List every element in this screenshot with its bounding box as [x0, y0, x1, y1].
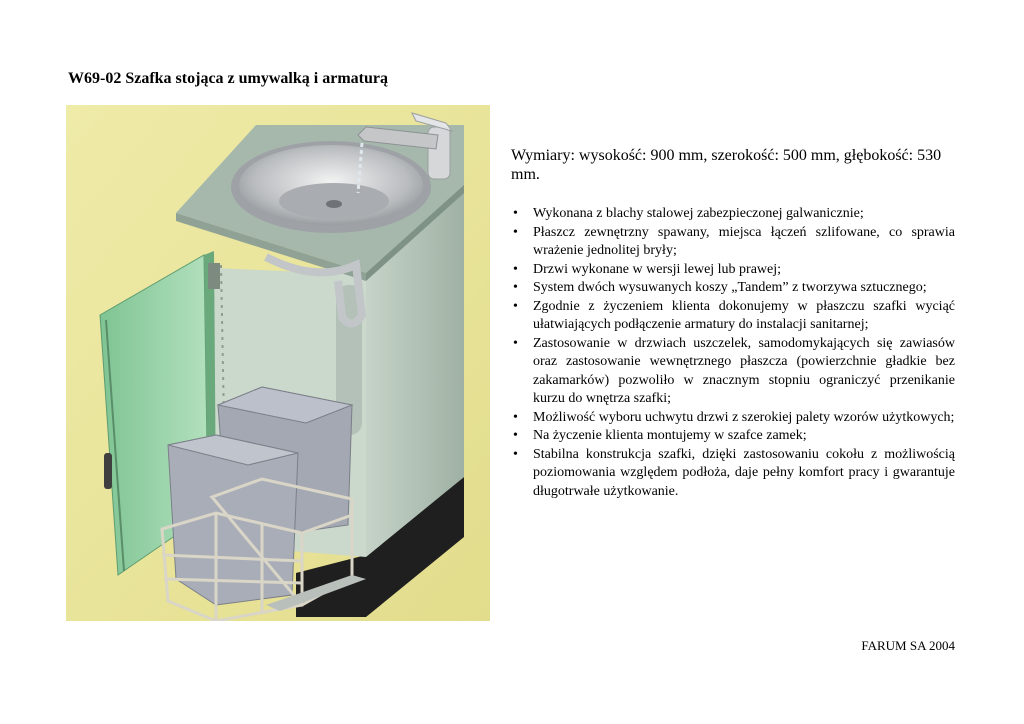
dimensions-text: Wymiary: wysokość: 900 mm, szerokość: 500 mm, głębokość: 530 mm.	[511, 147, 942, 183]
bullet-icon: •	[513, 335, 518, 351]
feature-item: • Stabilna konstrukcja szafki, dzięki zastosowaniu cokołu z możliwością poziomowania względem podłoża, daje pełny komfort pracy i gwarantuje długotrwałe użytkowanie.	[513, 446, 955, 499]
feature-item: • Płaszcz zewnętrzny spawany, miejsca łączeń szlifowane, co sprawia wrażenie jednolitej bryły;	[513, 224, 955, 258]
bullet-icon: •	[513, 409, 518, 425]
feature-item: • Zgodnie z życzeniem klienta dokonujemy w płaszczu szafki wyciąć ułatwiających podłączenie armatury do instalacji sanitarnej;	[513, 298, 955, 332]
feature-item: • Zastosowanie w drzwiach uszczelek, samodomykających się zawiasów oraz zastosowanie wewnętrznego płaszcza (powierzchnie gładkie bez zakamarków) pozwoliło w znacznym stopniu ograniczyć przenikanie kurzu do wnętrza szafki;	[513, 335, 955, 406]
cabinet-illustration	[66, 105, 490, 621]
sink-bowl-icon	[231, 141, 431, 233]
feature-item: • System dwóch wysuwanych koszy „Tandem” z tworzywa sztucznego;	[511, 279, 955, 298]
footer-company: FARUM SA 2004	[861, 638, 955, 653]
bullet-icon: •	[513, 224, 518, 240]
door-handle-icon	[104, 453, 112, 489]
feature-list	[511, 205, 955, 501]
page-title: W69-02 Szafka stojąca z umywalką i armaturą	[68, 70, 388, 87]
bullet-icon: •	[513, 206, 518, 221]
bullet-icon: •	[513, 428, 518, 443]
feature-item: • Możliwość wyboru uchwytu drzwi z szerokiej palety wzorów użytkowych;	[511, 409, 955, 428]
feature-item: • Na życzenie klienta montujemy w szafce zamek;	[511, 427, 955, 446]
bullet-icon: •	[513, 261, 518, 277]
bullet-icon: •	[513, 280, 518, 295]
bullet-icon: •	[513, 298, 518, 314]
feature-item: • Wykonana z blachy stalowej zabezpieczonej galwanicznie;	[511, 205, 955, 224]
door-hinge-top	[208, 263, 220, 289]
bullet-icon: •	[513, 446, 518, 462]
feature-item: • Drzwi wykonane w wersji lewej lub prawej;	[511, 261, 955, 280]
